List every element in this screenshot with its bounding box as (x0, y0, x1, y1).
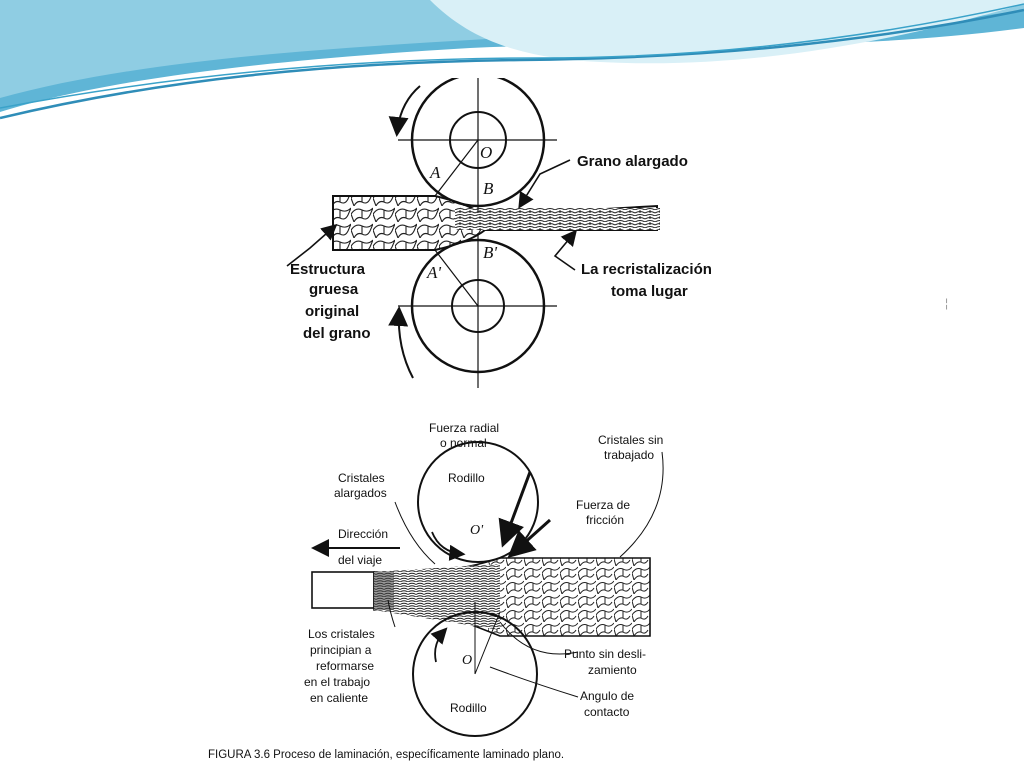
label-direccion-l2: del viaje (338, 553, 383, 567)
label-O-lower: O (462, 653, 473, 668)
bottom-diagram-svg (200, 412, 680, 768)
leader-estructura (287, 226, 335, 266)
friction-force-arrow (512, 520, 550, 554)
label-fuerza-radial-l1: Fuerza radial (429, 421, 500, 435)
label-rodillo-upper: Rodillo (448, 471, 485, 485)
leader-recristalizacion (555, 232, 575, 270)
label-los-cristales-l4: en el trabajo (304, 675, 371, 689)
bottom-rolling-diagram (200, 412, 680, 768)
label-O-prime: O' (470, 523, 484, 538)
figure-caption: FIGURA 3.6 Proceso de laminación, específicamente laminado plano. (208, 749, 565, 761)
label-estructura-l1: Estructura (290, 261, 366, 278)
label-fuerza-radial-l2: o normal (440, 436, 487, 450)
label-A: A (430, 163, 441, 182)
top-diagram-svg (285, 78, 1005, 396)
label-angulo-l2: contacto (584, 705, 630, 719)
label-estructura-l2: gruesa (309, 281, 359, 298)
label-recristalizacion-l2: toma lugar (611, 283, 688, 300)
label-punto-l1: Punto sin desli- (564, 647, 647, 661)
leader-cristales-alargados (395, 502, 435, 564)
upper-roll-rotation-arrow (397, 86, 420, 133)
label-grano-alargado: Grano alargado (577, 153, 688, 170)
label-A-prime: A' (427, 263, 442, 282)
label-los-cristales-l1: Los cristales (308, 627, 375, 641)
label-O-upper: O (480, 143, 493, 162)
side-mark: ¦ (945, 296, 949, 310)
label-punto-l2: zamiento (588, 663, 637, 677)
metal-strip-bottom (312, 558, 650, 636)
label-angulo-l1: Angulo de (580, 689, 635, 703)
label-B: B (483, 179, 494, 198)
label-cristales-alargados-l1: Cristales (338, 471, 385, 485)
label-estructura-l3: original (305, 303, 360, 320)
top-rolling-diagram (285, 78, 1005, 396)
label-fuerza-friccion-l2: fricción (586, 513, 625, 527)
label-rodillo-lower: Rodillo (450, 701, 487, 715)
label-cristales-sin-l1: Cristales sin (598, 433, 664, 447)
label-los-cristales-l2: principian a (310, 643, 372, 657)
lower-roll (398, 233, 557, 388)
label-direccion-l1: Dirección (338, 527, 389, 541)
label-recristalizacion-l1: La recristalización (581, 261, 712, 278)
label-los-cristales-l3: reformarse (316, 659, 375, 673)
label-estructura-l4: del grano (303, 325, 371, 342)
label-los-cristales-l5: en caliente (310, 691, 369, 705)
upper-roll (398, 78, 557, 213)
label-cristales-sin-l2: trabajado (604, 448, 655, 462)
label-B-prime: B' (483, 243, 498, 262)
label-fuerza-friccion-l1: Fuerza de (576, 498, 631, 512)
label-cristales-alargados-l2: alargados (334, 486, 387, 500)
radial-force-arrow (504, 472, 530, 542)
lower-roll-rotation-arrow (399, 310, 413, 378)
